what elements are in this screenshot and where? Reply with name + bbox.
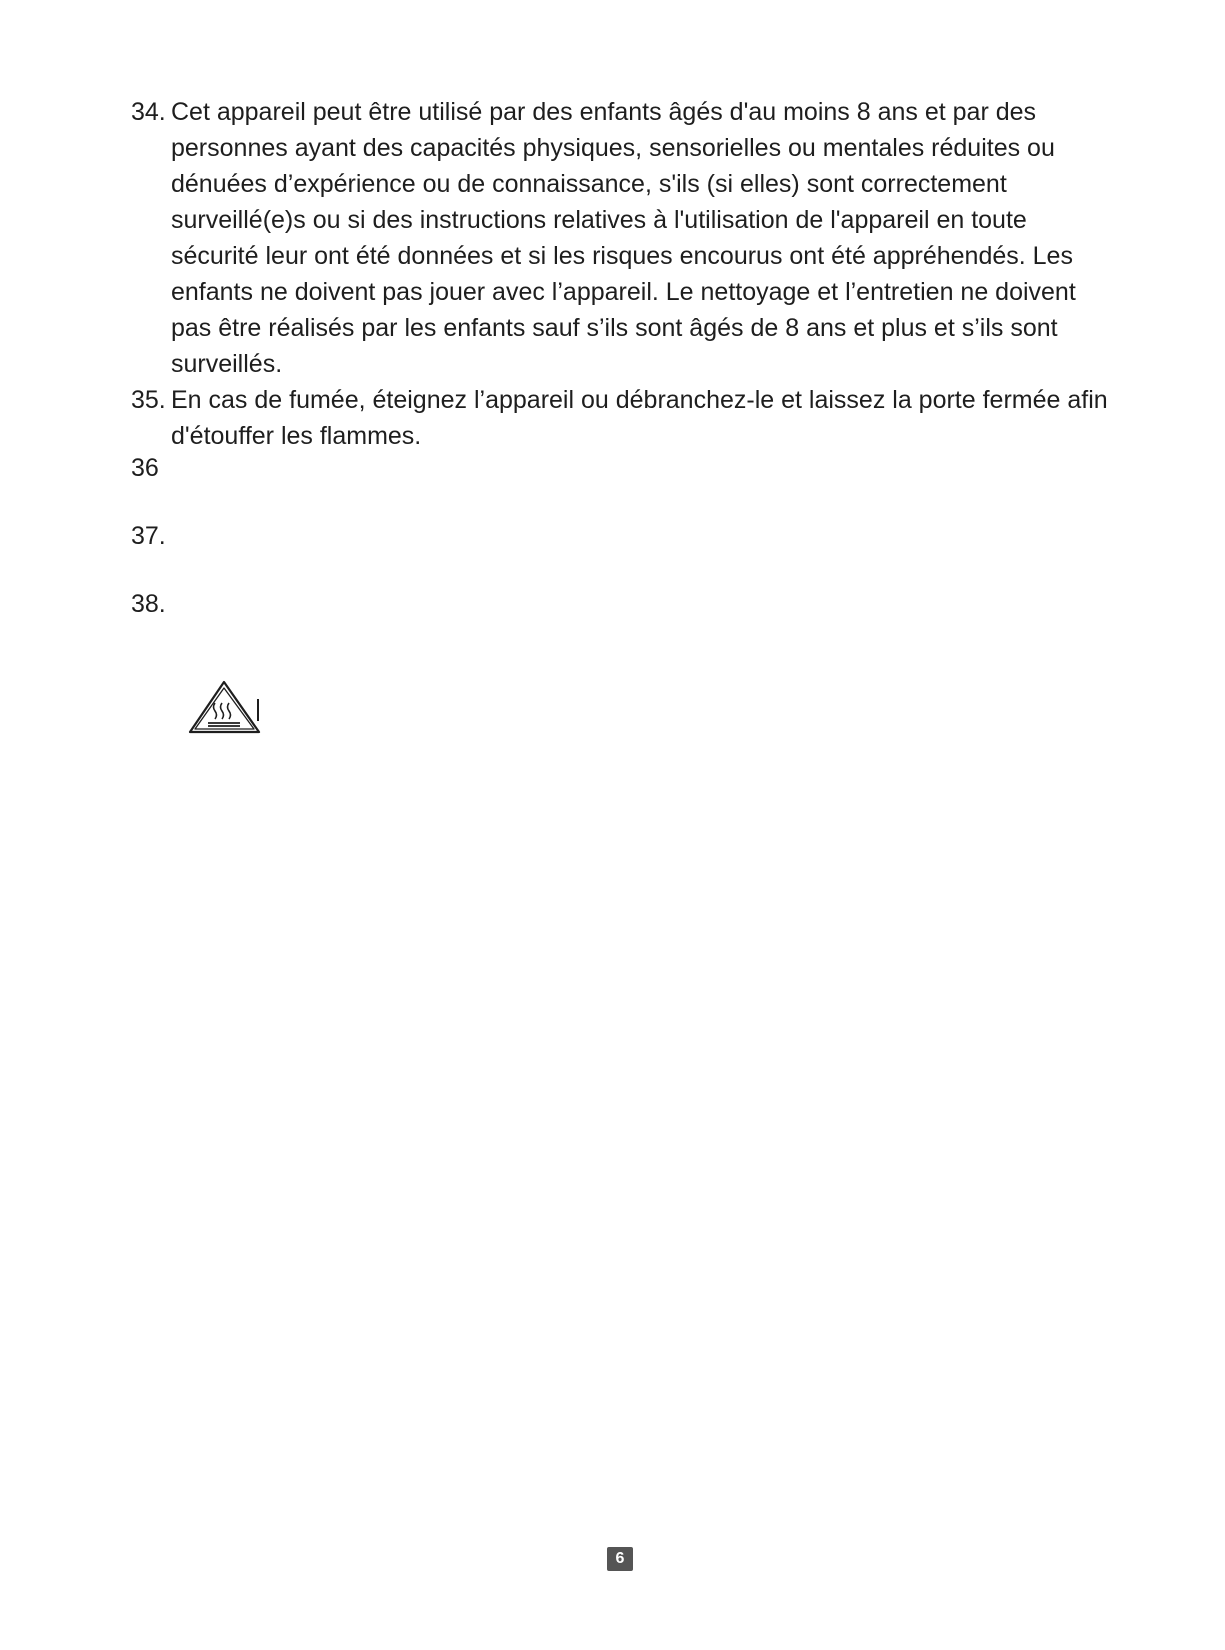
item-text: Cet appareil peut être utilisé par des enfants âgés d'au moins 8 ans et par des personnes ayant des capacités physiques, sensorielles ou mentales réduites ou dénuées d’expérience ou de connaissance, s'ils (si elles) sont correctement surveillé(e)s ou si des instructions relatives à l'utilisation de l'appareil en toute sécurité leur ont été données et si les risques encourus ont été appréhendés. Les enfants ne doivent pas jouer avec l’appareil. Le nettoyage et l’entretien ne doivent pas être réalisés par les enfants sauf s’ils sont âgés de 8 ans et plus et s’ils sont surveillés. [171, 98, 1076, 378]
hot-surface-warning-icon [188, 679, 262, 735]
page-number: 6 [607, 1547, 633, 1571]
item-number: 37. [131, 522, 166, 550]
item-number: 35. [131, 386, 166, 414]
item-number: 34. [131, 98, 166, 126]
cursor-bar [257, 699, 259, 721]
item-number: 36 [131, 454, 159, 482]
item-text: En cas de fumée, éteignez l’appareil ou débranchez-le et laissez la porte fermée afin d'étouffer les flammes. [171, 386, 1108, 450]
item-number: 38. [131, 590, 166, 618]
safety-item-35 [131, 382, 1111, 454]
safety-item-34 [131, 94, 1111, 382]
